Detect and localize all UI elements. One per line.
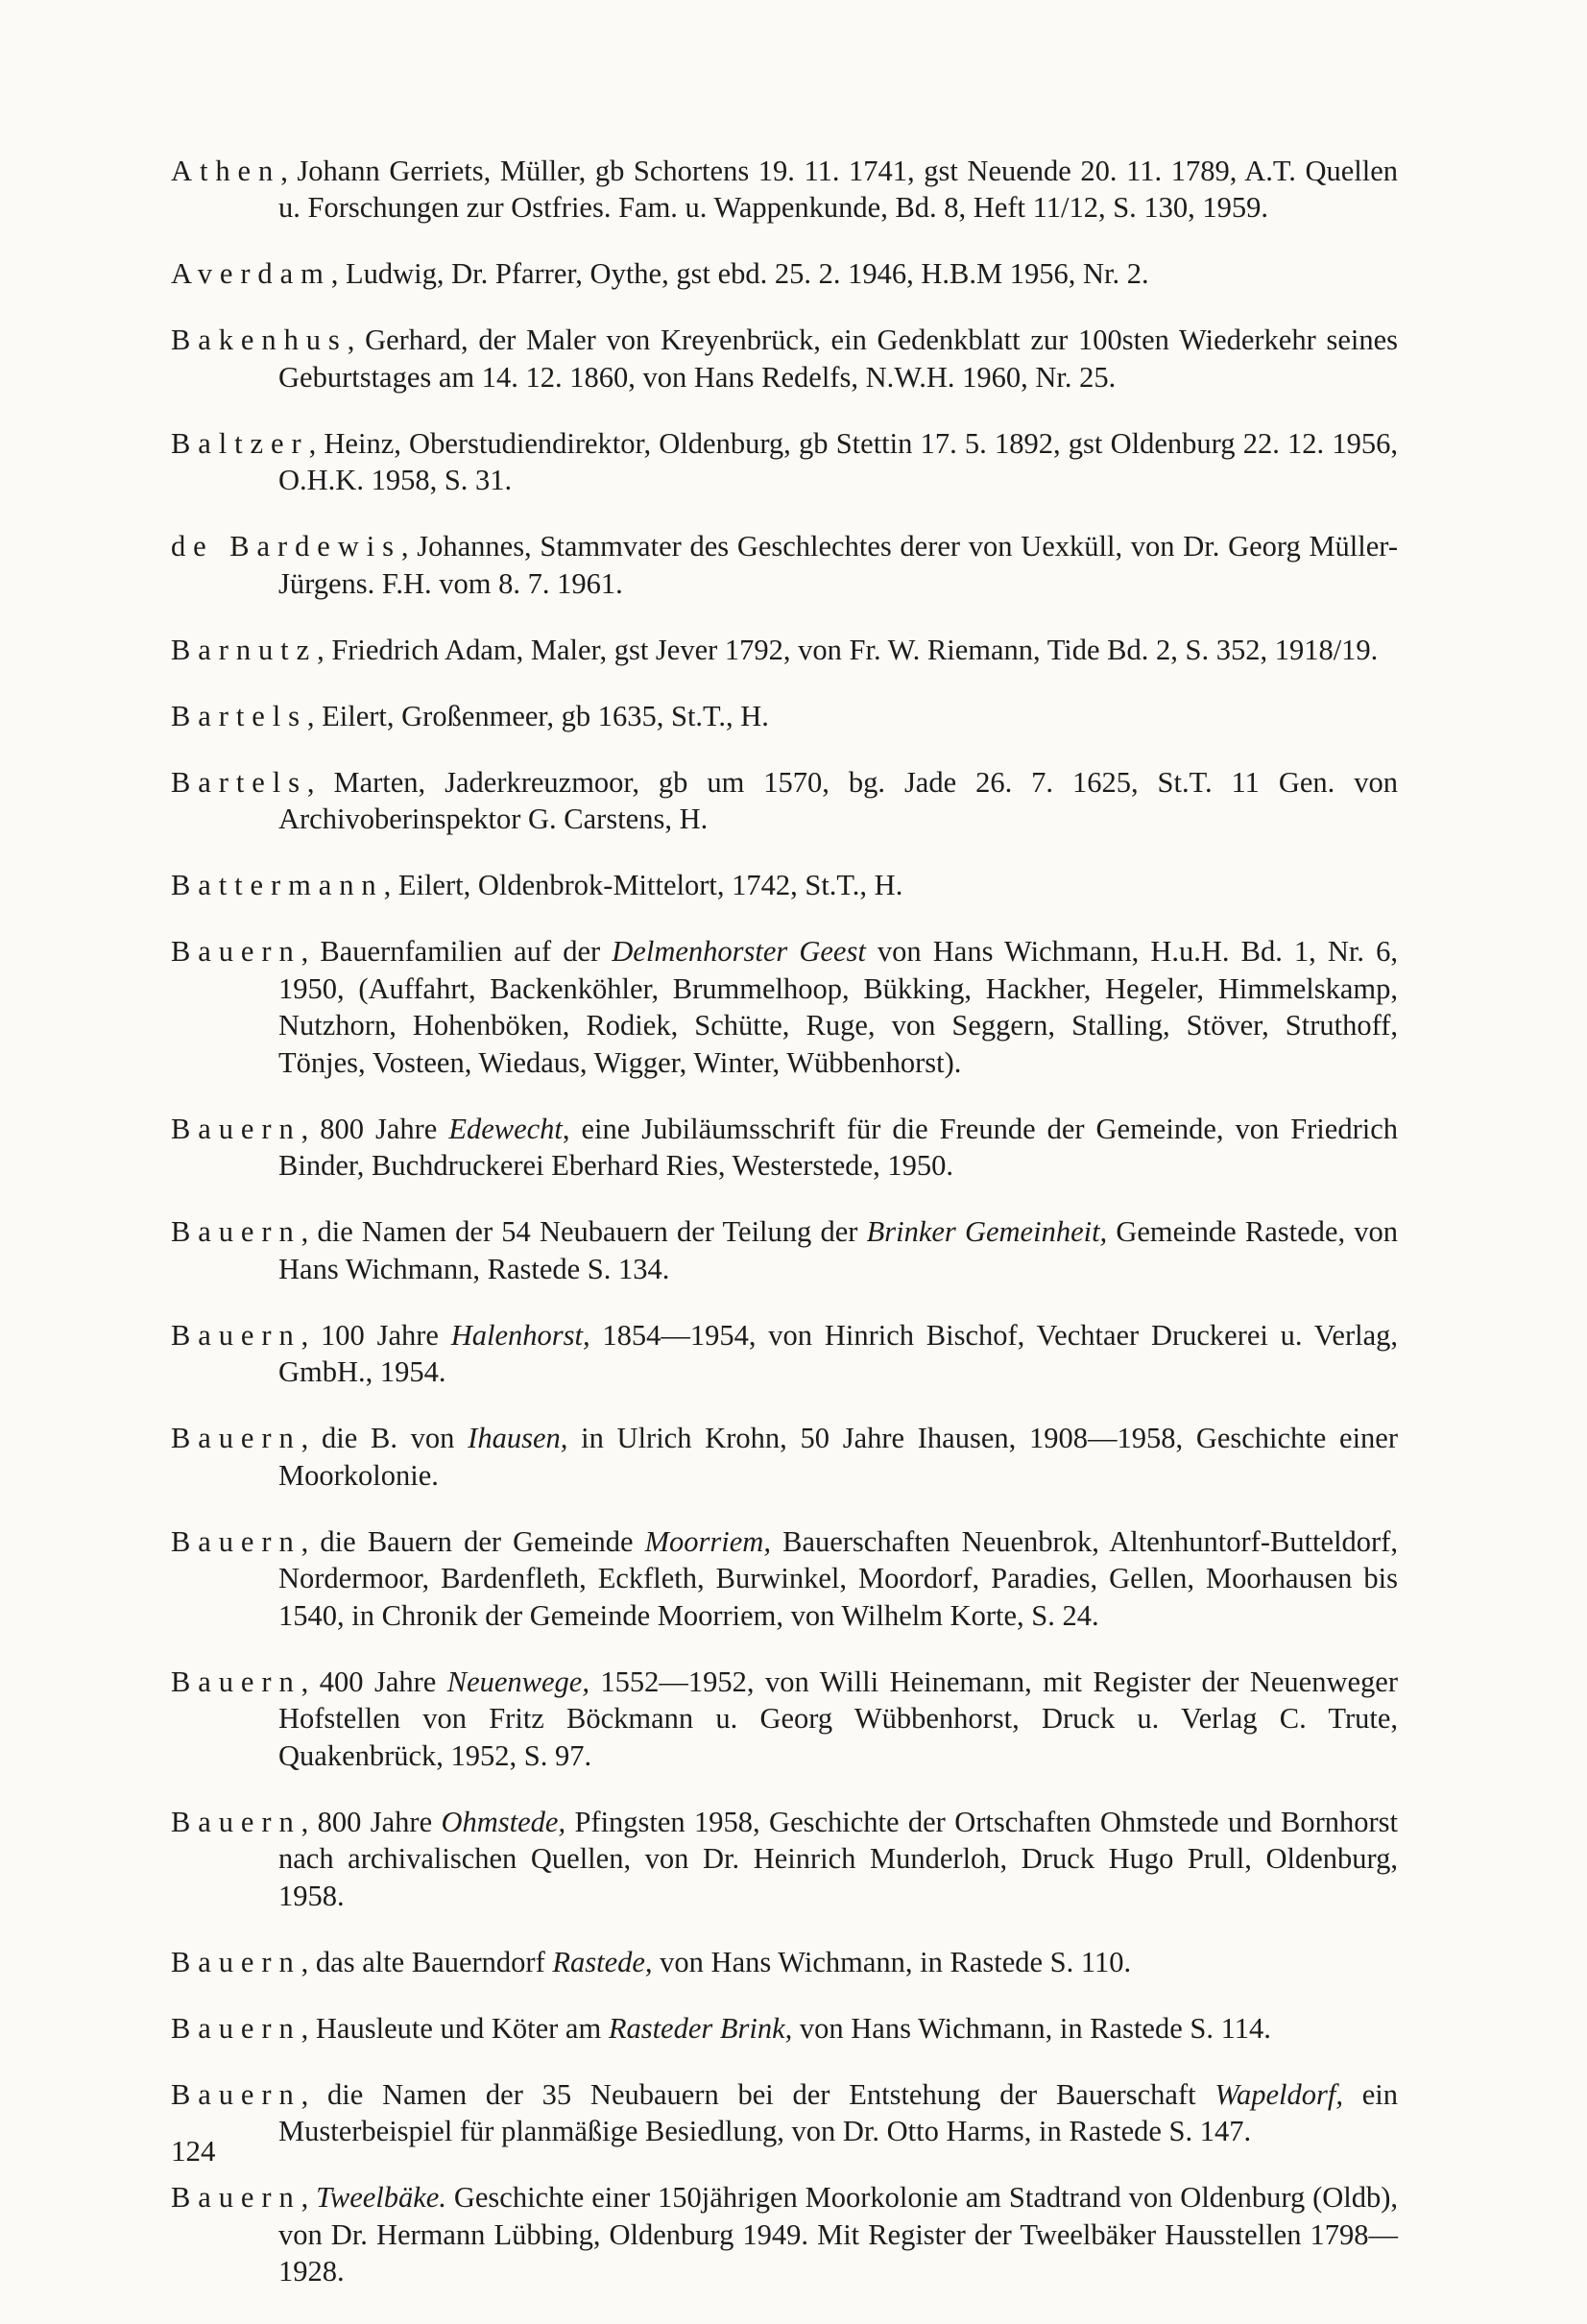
- entry-text: , das alte Bauerndorf: [301, 1945, 553, 1978]
- entry-keyword: Barnutz: [171, 633, 318, 666]
- entry-keyword: Bauern: [171, 1805, 301, 1838]
- entry-place-name: Ohmstede,: [441, 1805, 566, 1838]
- entry-text: , 800 Jahre: [301, 1805, 442, 1838]
- index-page: [171, 123, 1398, 2296]
- index-entry: [171, 1664, 1398, 1775]
- entry-place-name: Edewecht: [448, 1112, 563, 1145]
- entry-keyword: Bakenhus: [171, 323, 348, 356]
- entry-keyword: Baltzer: [171, 426, 309, 460]
- entry-place-name: Tweelbäke.: [316, 2181, 446, 2214]
- entry-text: , eine Jubiläumsschrift für die Freunde der Gemeinde, von Friedrich Binder, Buchdruckerei Eberhard Ries, Westerstede, 1950.: [278, 1112, 1398, 1182]
- entry-place-name: Delmenhorster Geest: [612, 935, 866, 968]
- index-entry: [171, 1944, 1398, 1981]
- entry-text: , Heinz, Oberstudiendirektor, Oldenburg, gb Stettin 17. 5. 1892, gst Oldenburg 22. 12. 1956, O.H.K. 1958, S. 31.: [278, 426, 1398, 496]
- index-entry: [171, 1111, 1398, 1185]
- entry-keyword: Bauern: [171, 1945, 301, 1978]
- entry-keyword: Battermann: [171, 869, 384, 901]
- entry-keyword: Bartels: [171, 765, 307, 799]
- index-entry: [171, 2179, 1398, 2290]
- index-entry: [171, 867, 1398, 904]
- entry-place-name: Brinker Gemeinheit,: [866, 1215, 1108, 1248]
- entry-place-name: Rasteder Brink,: [608, 2011, 793, 2045]
- index-entry: [171, 2010, 1398, 2048]
- entry-place-name: Moorriem,: [644, 1524, 771, 1558]
- entry-text: von Hans Wichmann, H.u.H. Bd. 1, Nr. 6, 1950, (Auffahrt, Backenköhler, Brummelhoop, Bükking, Hackher, Hegeler, Himmelskamp, Nutzhorn, Hohenböken, Rodiek, Schütte, Ruge, von Seggern, Stalling, Stöver, Struthoff, Tönjes, Vosteen, Wiedaus, Wigger, Winter, Wübbenhorst).: [278, 935, 1398, 1079]
- entry-keyword: Bauern: [171, 1215, 301, 1248]
- index-entry: [171, 1523, 1398, 1635]
- entry-keyword: Bauern: [171, 1422, 301, 1454]
- index-entry: [171, 255, 1398, 293]
- entry-keyword: Bauern: [171, 1524, 301, 1558]
- entry-text: , Friedrich Adam, Maler, gst Jever 1792, von Fr. W. Riemann, Tide Bd. 2, S. 352, 1918/19.: [317, 633, 1379, 666]
- entry-text: Gemeinde Rastede, von Hans Wichmann, Rastede S. 134.: [278, 1215, 1399, 1285]
- entry-text: 1552—1952, von Willi Heinemann, mit Register der Neuenweger Hofstellen von Fritz Böckmann u. Georg Wübbenhorst, Druck u. Verlag C. Trute, Quakenbrück, 1952, S. 97.: [278, 1665, 1398, 1772]
- entry-text: , Gerhard, der Maler von Kreyenbrück, ein Gedenkblatt zur 100sten Wiederkehr seines Geburtstages am 14. 12. 1860, von Hans Redelfs, N.W.H. 1960, Nr. 25.: [278, 323, 1398, 394]
- entry-place-name: Rastede,: [552, 1945, 653, 1978]
- entry-place-name: Halenhorst,: [450, 1318, 590, 1352]
- entry-text: von Hans Wichmann, in Rastede S. 110.: [652, 1945, 1132, 1978]
- entry-keyword: Bauern: [171, 2181, 301, 2214]
- entry-keyword: Bauern: [171, 935, 301, 968]
- entry-text: , Eilert, Großenmeer, gb 1635, St.T., H.: [306, 699, 769, 732]
- index-entry: [171, 933, 1398, 1081]
- entry-keyword: Bauern: [171, 2077, 301, 2111]
- entry-keyword: Bauern: [171, 1318, 301, 1352]
- entry-text: , die Namen der 35 Neubauern bei der Entstehung der Bauerschaft: [301, 2077, 1215, 2111]
- entry-keyword: de Bardewis: [171, 530, 401, 563]
- index-entry: [171, 632, 1398, 669]
- entry-text: , Ludwig, Dr. Pfarrer, Oythe, gst ebd. 25. 2. 1946, H.B.M 1956, Nr. 2.: [330, 257, 1149, 290]
- entry-text: , 400 Jahre: [301, 1665, 447, 1698]
- entry-keyword: Bauern: [171, 1112, 301, 1145]
- entry-place-name: Ihausen,: [468, 1422, 568, 1454]
- entry-text: , Johann Gerriets, Müller, gb Schortens 19. 11. 1741, gst Neuende 20. 11. 1789, A.T. Quellen u. Forschungen zur Ostfries. Fam. u. Wappenkunde, Bd. 8, Heft 11/12, S. 130, 1959.: [278, 154, 1398, 224]
- entry-place-name: Neuenwege,: [446, 1665, 589, 1698]
- index-entry: [171, 1317, 1398, 1391]
- index-entry: [171, 425, 1398, 499]
- entry-text: , 800 Jahre: [301, 1112, 449, 1145]
- entry-list: [171, 153, 1398, 2290]
- entry-text: , Eilert, Oldenbrok-Mittelort, 1742, St.T., H.: [383, 869, 903, 901]
- entry-text: von Hans Wichmann, in Rastede S. 114.: [792, 2011, 1271, 2045]
- index-entry: [171, 153, 1398, 227]
- index-entry: [171, 2076, 1398, 2150]
- entry-keyword: Athen: [171, 154, 281, 187]
- entry-keyword: Bauern: [171, 1665, 301, 1698]
- entry-text: ein Musterbeispiel für planmäßige Besiedlung, von Dr. Otto Harms, in Rastede S. 147.: [278, 2077, 1399, 2147]
- entry-text: ,: [301, 2181, 317, 2214]
- entry-text: , die B. von: [301, 1422, 469, 1454]
- entry-text: , die Bauern der Gemeinde: [301, 1524, 645, 1558]
- entry-place-name: Wapeldorf,: [1214, 2077, 1343, 2111]
- entry-text: Bauerschaften Neuenbrok, Altenhuntorf-Butteldorf, Nordermoor, Bardenfleth, Eckfleth, Burwinkel, Moordorf, Paradies, Gellen, Moorhausen bis 1540, in Chronik der Gemeinde Moorriem, von Wilhelm Korte, S. 24.: [278, 1524, 1398, 1632]
- entry-text: , Johannes, Stammvater des Geschlechtes derer von Uexküll, von Dr. Georg Müller-Jürgens. F.H. vom 8. 7. 1961.: [278, 530, 1399, 600]
- entry-text: Geschichte einer 150jährigen Moorkolonie am Stadtrand von Oldenburg (Oldb), von Dr. Hermann Lübbing, Oldenburg 1949. Mit Register der Tweelbäker Hausstellen 1798—1928.: [278, 2181, 1399, 2288]
- index-entry: [171, 322, 1398, 395]
- index-entry: [171, 1420, 1398, 1494]
- entry-text: 1854—1954, von Hinrich Bischof, Vechtaer Druckerei u. Verlag, GmbH., 1954.: [278, 1318, 1398, 1388]
- entry-keyword: Bartels: [171, 699, 307, 732]
- index-entry: [171, 698, 1398, 735]
- entry-text: , 100 Jahre: [301, 1318, 451, 1352]
- entry-text: , die Namen der 54 Neubauern der Teilung der: [301, 1215, 867, 1248]
- index-entry: [171, 1213, 1398, 1287]
- entry-keyword: Averdam: [171, 257, 331, 290]
- entry-keyword: Bauern: [171, 2011, 301, 2045]
- entry-text: , Hausleute und Köter am: [301, 2011, 609, 2045]
- entry-text: in Ulrich Krohn, 50 Jahre Ihausen, 1908—1958, Geschichte einer Moorkolonie.: [278, 1422, 1398, 1492]
- entry-text: , Marten, Jaderkreuzmoor, gb um 1570, bg. Jade 26. 7. 1625, St.T. 11 Gen. von Archivoberinspektor G. Carstens, H.: [278, 765, 1398, 835]
- entry-text: Pfingsten 1958, Geschichte der Ortschaften Ohmstede und Bornhorst nach archivalischen Quellen, von Dr. Heinrich Munderloh, Druck Hugo Prull, Oldenburg, 1958.: [278, 1805, 1398, 1912]
- index-entry: [171, 1804, 1398, 1915]
- index-entry: [171, 764, 1398, 838]
- page-number: 124: [171, 2134, 216, 2168]
- entry-text: , Bauernfamilien auf der: [301, 935, 613, 968]
- index-entry: [171, 528, 1398, 602]
